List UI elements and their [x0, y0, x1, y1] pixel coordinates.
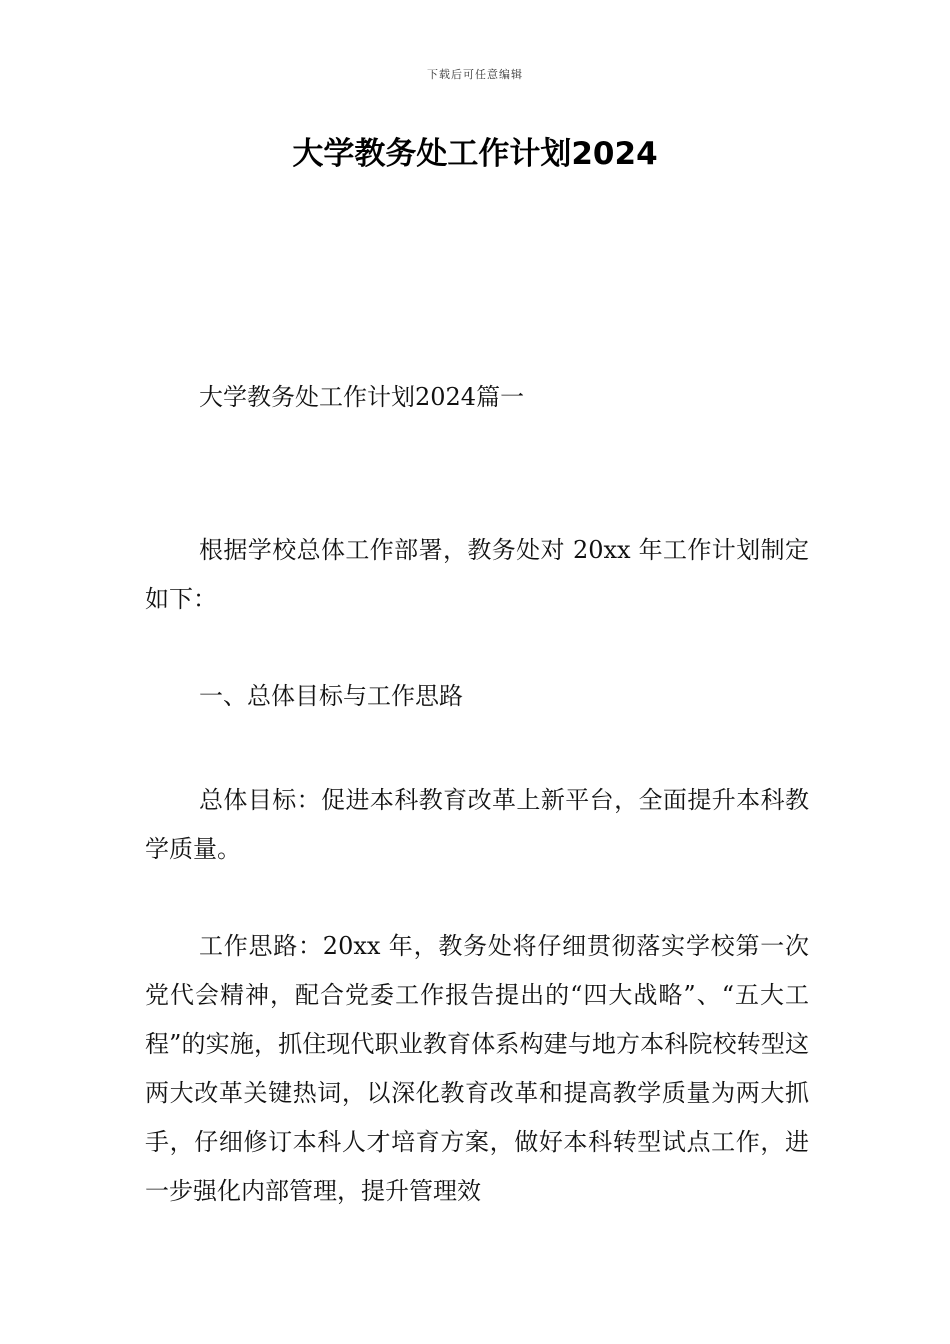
heading-overall-goal: 一、总体目标与工作思路: [199, 682, 463, 710]
paragraph-work-approach: 工作思路：20xx 年，教务处将仔细贯彻落实学校第一次党代会精神，配合党委工作报告提出的“四大战略”、“五大工程”的实施，抓住现代职业教育体系构建与地方本科院校转型这两大改革关键热词，以深化教育改革和提高教学质量为两大抓手，仔细修订本科人才培育方案，做好本科转型试点工作，进一步强化内部管理，提升管理效: [145, 932, 809, 1205]
header-note: 下载后可任意编辑: [427, 68, 523, 81]
section-heading: 大学教务处工作计划2024篇一: [199, 383, 525, 411]
document-title: 大学教务处工作计划2024: [292, 136, 658, 172]
paragraph-intro: 根据学校总体工作部署，教务处对 20xx 年工作计划制定如下：: [145, 536, 809, 613]
paragraph-overall-goal: 总体目标：促进本科教育改革上新平台，全面提升本科教学质量。: [145, 786, 809, 863]
